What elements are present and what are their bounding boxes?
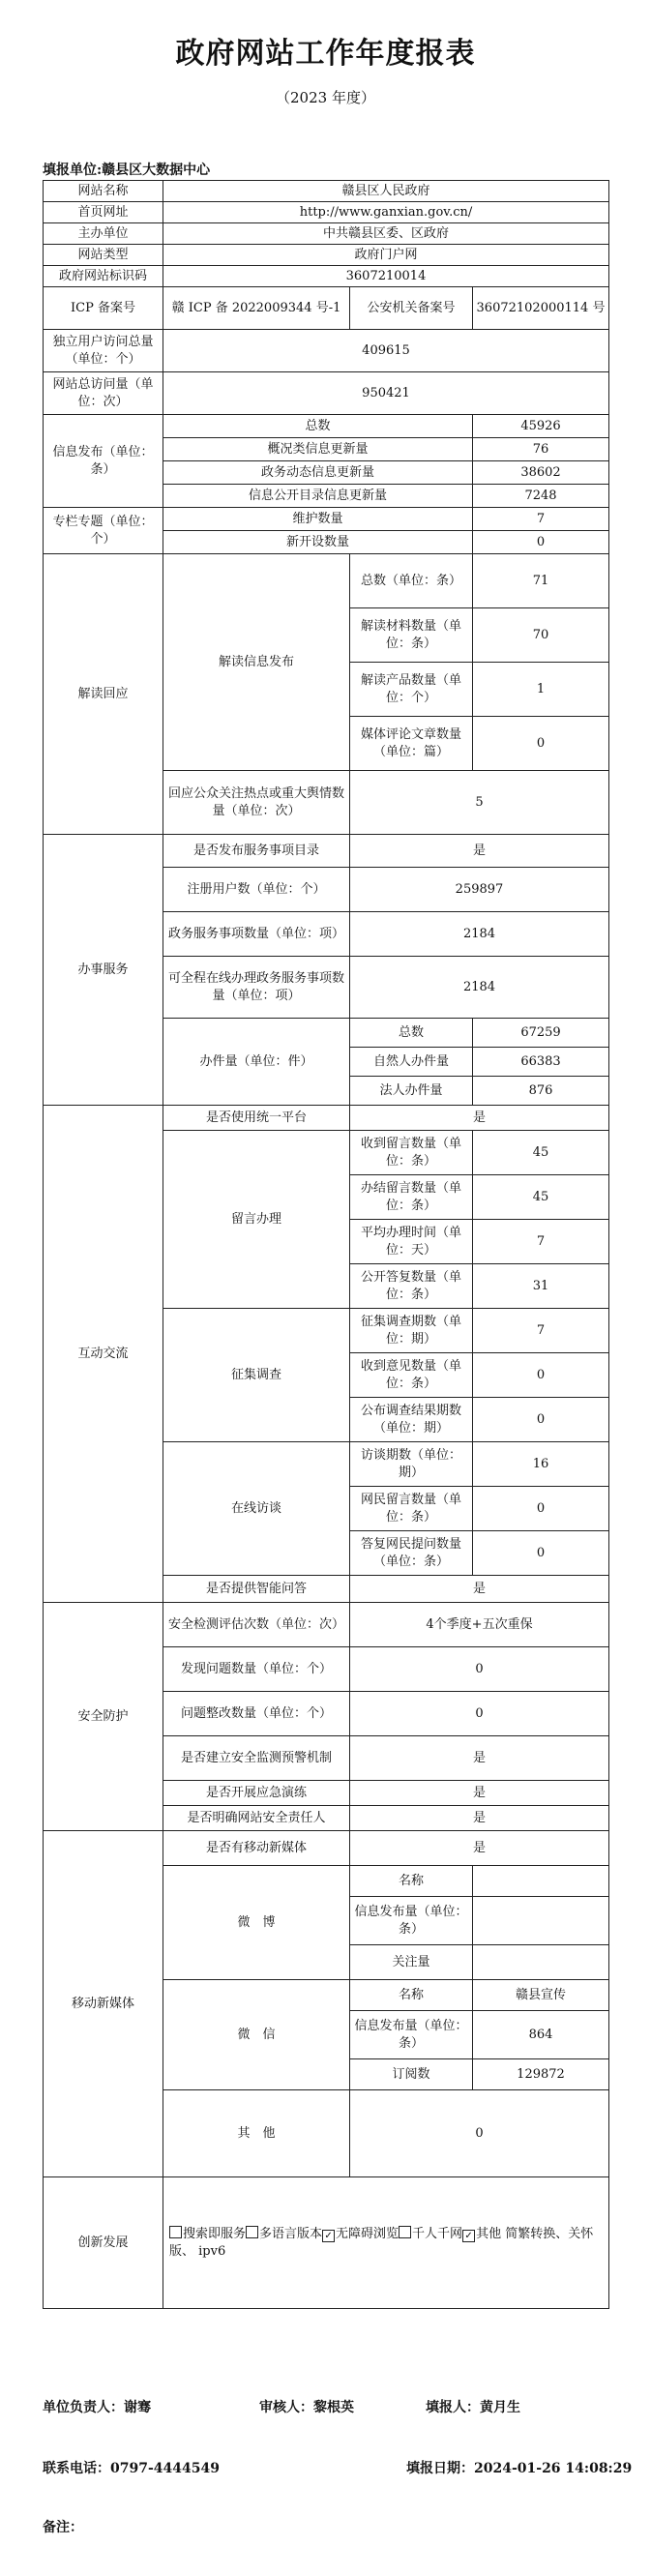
msg-reply: 31 bbox=[473, 1264, 609, 1309]
label-interpret-material: 解读材料数量（单位：条） bbox=[350, 608, 473, 663]
label-icp: ICP 备案号 bbox=[44, 287, 163, 330]
label-sec-check: 安全检测评估次数（单位：次） bbox=[163, 1603, 350, 1647]
label-talk-count: 访谈期数（单位：期） bbox=[350, 1442, 473, 1487]
interpret-total: 71 bbox=[473, 554, 609, 608]
vol-legal: 876 bbox=[473, 1077, 609, 1106]
mobile-has: 是 bbox=[350, 1831, 609, 1866]
vol-person: 66383 bbox=[473, 1048, 609, 1077]
msg-time: 7 bbox=[473, 1220, 609, 1264]
wb-pub bbox=[473, 1897, 609, 1945]
talk-count: 16 bbox=[473, 1442, 609, 1487]
wb-follow bbox=[473, 1945, 609, 1980]
label-pv: 网站总访问量（单位：次） bbox=[44, 372, 163, 415]
service-items: 2184 bbox=[350, 912, 609, 957]
survey-result: 0 bbox=[473, 1398, 609, 1442]
sec-check: 4个季度+五次重保 bbox=[350, 1603, 609, 1647]
label-host: 主办单位 bbox=[44, 223, 163, 245]
interpret-respond: 5 bbox=[350, 771, 609, 835]
label-vol-total: 总数 bbox=[350, 1019, 473, 1048]
innovation-option-label: 搜索即服务 bbox=[183, 2226, 247, 2241]
icp: 赣 ICP 备 2022009344 号-1 bbox=[163, 287, 350, 330]
wx-pub: 864 bbox=[473, 2011, 609, 2059]
site-id: 3607210014 bbox=[163, 266, 609, 287]
label-smart: 是否提供智能问答 bbox=[163, 1576, 350, 1603]
label-interpret-media: 媒体评论文章数量（单位：篇） bbox=[350, 717, 473, 771]
label-msg-time: 平均办理时间（单位：天） bbox=[350, 1220, 473, 1264]
label-wx-name: 名称 bbox=[350, 1980, 473, 2011]
sec-owner: 是 bbox=[350, 1806, 609, 1831]
footer-note: 备注： bbox=[43, 2520, 83, 2535]
label-sec-monitor: 是否建立安全监测预警机制 bbox=[163, 1736, 350, 1781]
label-survey-count: 征集调查期数（单位：期） bbox=[350, 1309, 473, 1353]
host: 中共赣县区委、区政府 bbox=[163, 223, 609, 245]
label-talk-reply: 答复网民提问数量（单位：条） bbox=[350, 1531, 473, 1576]
label-wb-name: 名称 bbox=[350, 1866, 473, 1897]
label-interpret-respond: 回应公众关注热点或重大舆情数量（单位：次） bbox=[163, 771, 350, 835]
label-sec-owner: 是否明确网站安全责任人 bbox=[163, 1806, 350, 1831]
innovation-option bbox=[246, 2227, 322, 2241]
label-service-users: 注册用户数（单位：个） bbox=[163, 868, 350, 912]
home-url: http://www.ganxian.gov.cn/ bbox=[163, 202, 609, 223]
label-service-items: 政务服务事项数量（单位：项） bbox=[163, 912, 350, 957]
msg-done: 45 bbox=[473, 1175, 609, 1220]
label-column: 专栏专题（单位：个） bbox=[44, 508, 163, 554]
label-talk: 在线访谈 bbox=[163, 1442, 350, 1576]
label-police: 公安机关备案号 bbox=[350, 287, 473, 330]
label-vol-legal: 法人办件量 bbox=[350, 1077, 473, 1106]
label-interpret-publish: 解读信息发布 bbox=[163, 554, 350, 771]
pv: 950421 bbox=[163, 372, 609, 415]
label-site-id: 政府网站标识码 bbox=[44, 266, 163, 287]
label-msg: 留言办理 bbox=[163, 1131, 350, 1309]
label-msg-recv: 收到留言数量（单位：条） bbox=[350, 1131, 473, 1175]
innovation-options bbox=[163, 2177, 609, 2309]
site-name: 赣县区人民政府 bbox=[163, 181, 609, 202]
service-users: 259897 bbox=[350, 868, 609, 912]
label-talk-msg: 网民留言数量（单位：条） bbox=[350, 1487, 473, 1531]
sec-monitor: 是 bbox=[350, 1736, 609, 1781]
label-publish-total: 总数 bbox=[163, 415, 473, 438]
label-innovation: 创新发展 bbox=[44, 2177, 163, 2309]
fill-unit: 填报单位:赣县区大数据中心 bbox=[43, 163, 211, 178]
column-new: 0 bbox=[473, 531, 609, 554]
label-interpret: 解读回应 bbox=[44, 554, 163, 835]
label-service-volume: 办件量（单位：件） bbox=[163, 1019, 350, 1106]
sec-fixed: 0 bbox=[350, 1692, 609, 1736]
label-other: 其 他 bbox=[163, 2090, 350, 2177]
innovation-option bbox=[399, 2227, 462, 2241]
label-column-new: 新开设数量 bbox=[163, 531, 473, 554]
label-service-catalog: 是否发布服务事项目录 bbox=[163, 835, 350, 868]
innovation-option-label: 多语言版本 bbox=[259, 2226, 323, 2241]
label-vol-person: 自然人办件量 bbox=[350, 1048, 473, 1077]
label-sec-drill: 是否开展应急演练 bbox=[163, 1781, 350, 1806]
label-wechat: 微 信 bbox=[163, 1980, 350, 2090]
survey-opinion: 0 bbox=[473, 1353, 609, 1398]
site-type: 政府门户网 bbox=[163, 245, 609, 266]
label-site-type: 网站类型 bbox=[44, 245, 163, 266]
publish-open: 7248 bbox=[473, 485, 609, 508]
checked-box-icon: ✓ bbox=[322, 2230, 335, 2242]
filler-name: 黄月生 bbox=[480, 2400, 520, 2415]
footer-phone bbox=[43, 2458, 220, 2477]
footer-date bbox=[406, 2458, 632, 2477]
uv: 409615 bbox=[163, 330, 609, 372]
label-wb-pub: 信息发布量（单位：条） bbox=[350, 1897, 473, 1945]
footer-leader bbox=[43, 2397, 151, 2416]
publish-overview: 76 bbox=[473, 438, 609, 461]
interpret-media: 0 bbox=[473, 717, 609, 771]
innovation-option-label: 千人千网 bbox=[412, 2226, 463, 2241]
label-platform: 是否使用统一平台 bbox=[163, 1106, 350, 1131]
label-wx-pub: 信息发布量（单位：条） bbox=[350, 2011, 473, 2059]
label-mobile: 移动新媒体 bbox=[44, 1831, 163, 2177]
wx-sub: 129872 bbox=[473, 2059, 609, 2090]
label-security: 安全防护 bbox=[44, 1603, 163, 1831]
innovation-option bbox=[322, 2227, 399, 2241]
label-uv: 独立用户访问总量（单位：个） bbox=[44, 330, 163, 372]
platform: 是 bbox=[350, 1106, 609, 1131]
phone-label: 联系电话： bbox=[43, 2461, 110, 2476]
footer-filler bbox=[426, 2397, 520, 2416]
innovation-option-label: 其他 bbox=[476, 2226, 502, 2241]
talk-reply: 0 bbox=[473, 1531, 609, 1576]
date: 2024-01-26 14:08:29 bbox=[474, 2461, 633, 2476]
label-sec-fixed: 问题整改数量（单位：个） bbox=[163, 1692, 350, 1736]
innovation-option-label: 无障碍浏览 bbox=[336, 2226, 399, 2241]
label-interact: 互动交流 bbox=[44, 1106, 163, 1603]
label-msg-done: 办结留言数量（单位：条） bbox=[350, 1175, 473, 1220]
unchecked-box-icon bbox=[169, 2226, 182, 2238]
mobile-other: 0 bbox=[350, 2090, 609, 2177]
talk-msg: 0 bbox=[473, 1487, 609, 1531]
label-publish: 信息发布（单位：条） bbox=[44, 415, 163, 508]
reviewer-name: 黎根英 bbox=[313, 2400, 354, 2415]
label-wx-sub: 订阅数 bbox=[350, 2059, 473, 2090]
checked-box-icon: ✓ bbox=[462, 2230, 475, 2242]
reviewer-label: 审核人： bbox=[259, 2400, 313, 2415]
label-survey-result: 公布调查结果期数（单位：期） bbox=[350, 1398, 473, 1442]
service-catalog: 是 bbox=[350, 835, 609, 868]
report-year: （2023 年度） bbox=[276, 89, 375, 106]
label-sec-found: 发现问题数量（单位：个） bbox=[163, 1647, 350, 1692]
date-label: 填报日期： bbox=[406, 2461, 474, 2476]
label-column-maintain: 维护数量 bbox=[163, 508, 473, 531]
label-publish-news: 政务动态信息更新量 bbox=[163, 461, 473, 485]
report-title: 政府网站工作年度报表 bbox=[175, 37, 476, 71]
leader-name: 谢骞 bbox=[124, 2400, 151, 2415]
label-interpret-total: 总数（单位：条） bbox=[350, 554, 473, 608]
label-site-name: 网站名称 bbox=[44, 181, 163, 202]
label-wb-follow: 关注量 bbox=[350, 1945, 473, 1980]
leader-label: 单位负责人： bbox=[43, 2400, 124, 2415]
report-table bbox=[43, 180, 609, 2309]
smart: 是 bbox=[350, 1576, 609, 1603]
msg-recv: 45 bbox=[473, 1131, 609, 1175]
innovation-option bbox=[169, 2227, 246, 2241]
publish-news: 38602 bbox=[473, 461, 609, 485]
label-weibo: 微 博 bbox=[163, 1866, 350, 1980]
unchecked-box-icon bbox=[246, 2226, 258, 2238]
label-publish-overview: 概况类信息更新量 bbox=[163, 438, 473, 461]
unchecked-box-icon bbox=[399, 2226, 411, 2238]
label-interpret-product: 解读产品数量（单位：个） bbox=[350, 663, 473, 717]
label-service: 办事服务 bbox=[44, 835, 163, 1106]
interpret-product: 1 bbox=[473, 663, 609, 717]
column-maintain: 7 bbox=[473, 508, 609, 531]
sec-drill: 是 bbox=[350, 1781, 609, 1806]
label-publish-open: 信息公开目录信息更新量 bbox=[163, 485, 473, 508]
publish-total: 45926 bbox=[473, 415, 609, 438]
sec-found: 0 bbox=[350, 1647, 609, 1692]
innovation-other-text: 简繁转换、关怀版、 ipv6 bbox=[169, 2226, 594, 2259]
survey-count: 7 bbox=[473, 1309, 609, 1353]
police: 36072102000114 号 bbox=[473, 287, 609, 330]
label-home-url: 首页网址 bbox=[44, 202, 163, 223]
label-survey: 征集调查 bbox=[163, 1309, 350, 1442]
phone: 0797-4444549 bbox=[110, 2461, 220, 2476]
label-survey-opinion: 收到意见数量（单位：条） bbox=[350, 1353, 473, 1398]
footer-reviewer bbox=[259, 2397, 354, 2416]
label-msg-reply: 公开答复数量（单位：条） bbox=[350, 1264, 473, 1309]
vol-total: 67259 bbox=[473, 1019, 609, 1048]
filler-label: 填报人： bbox=[426, 2400, 480, 2415]
label-service-online: 可全程在线办理政务服务事项数量（单位：项） bbox=[163, 957, 350, 1019]
innovation-option bbox=[462, 2227, 501, 2241]
interpret-material: 70 bbox=[473, 608, 609, 663]
label-mobile-has: 是否有移动新媒体 bbox=[163, 1831, 350, 1866]
service-online: 2184 bbox=[350, 957, 609, 1019]
wb-name bbox=[473, 1866, 609, 1897]
wx-name: 赣县宣传 bbox=[473, 1980, 609, 2011]
